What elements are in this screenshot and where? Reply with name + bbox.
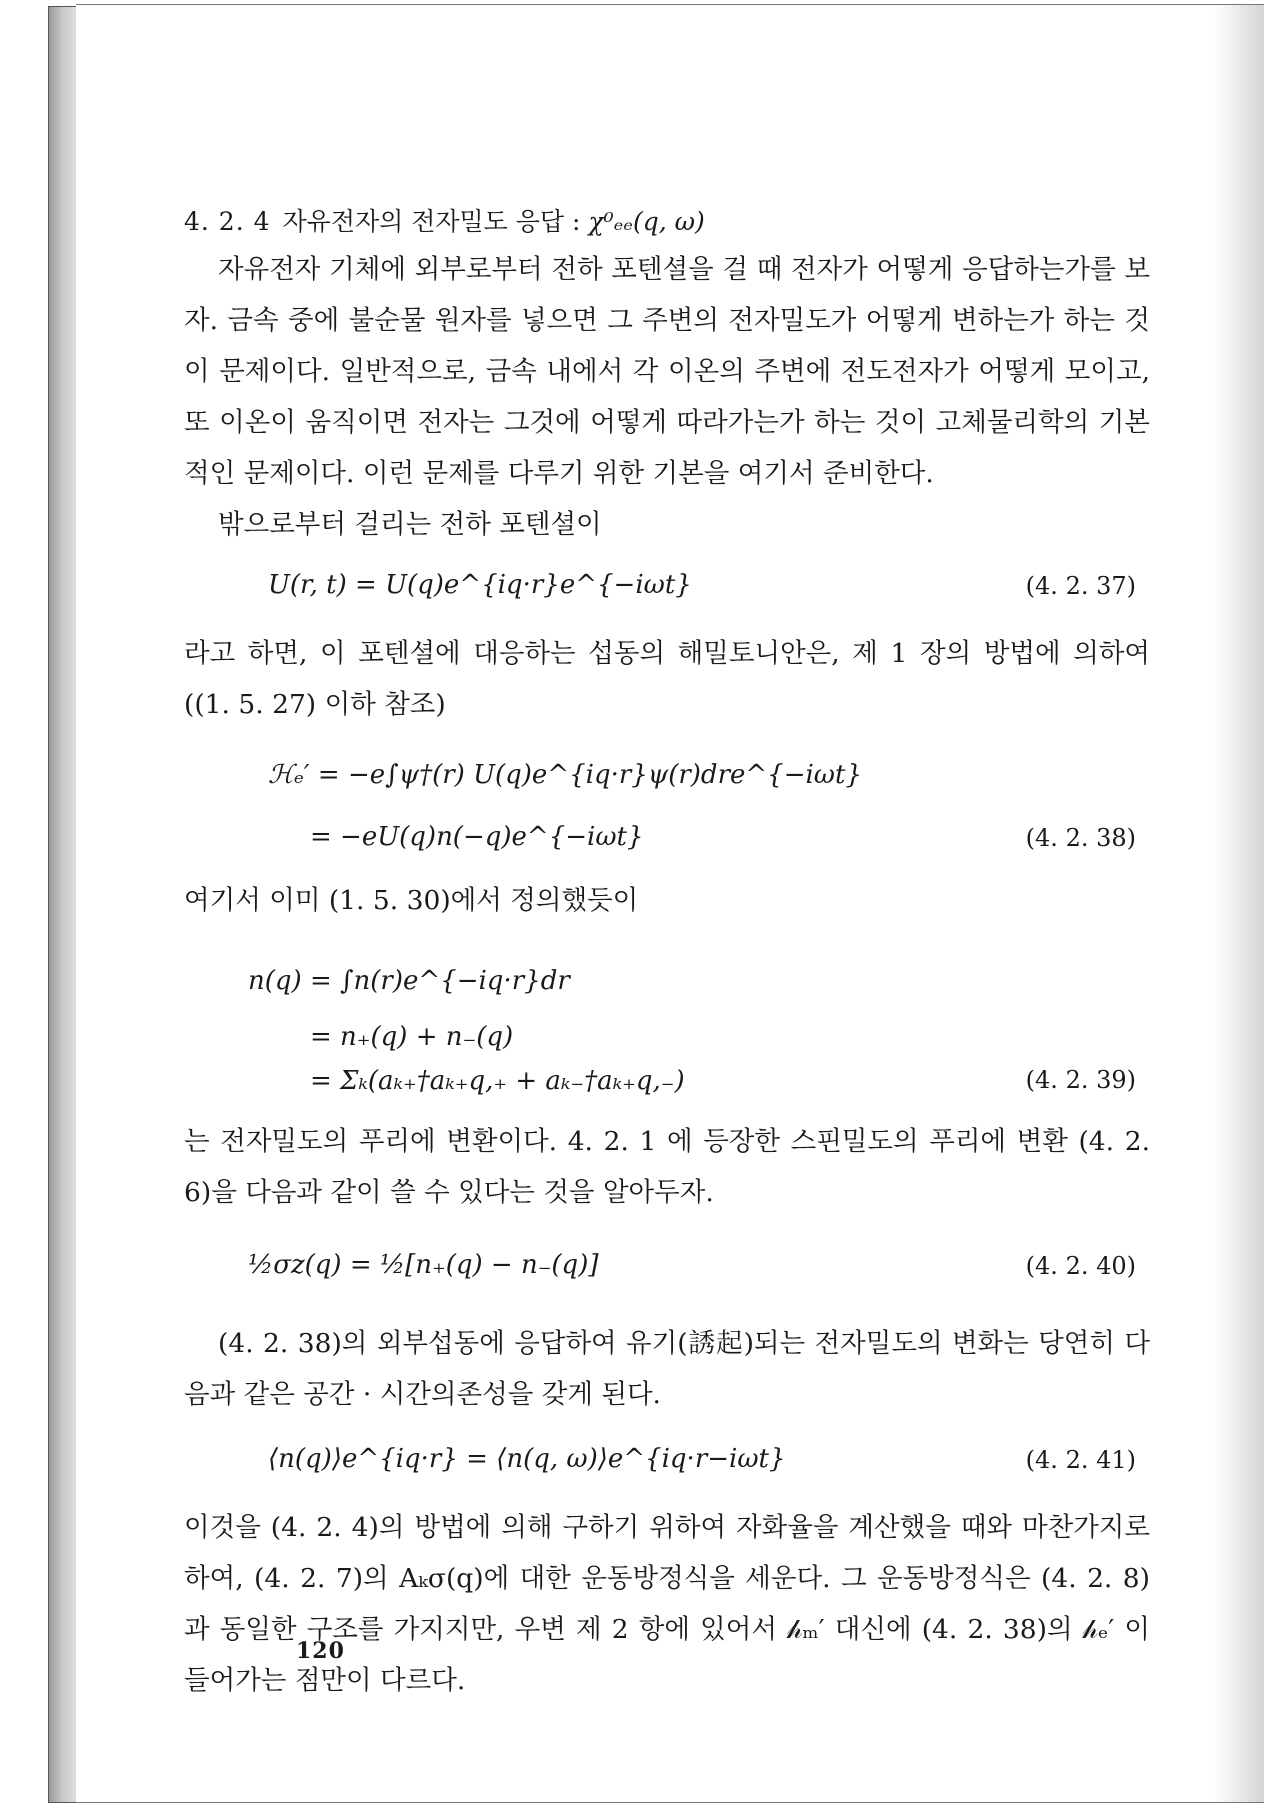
equation-line: ℋₑ′ = −e∫ψ†(r) U(q)e^{iq·r}ψ(r)dre^{−iωt} [268,760,863,790]
paragraph-5: 는 전자밀도의 푸리에 변환이다. 4. 2. 1 에 등장한 스핀밀도의 푸리에 변환 (4. 2. 6)을 다음과 같이 쓸 수 있다는 것을 알아두자. [184,1126,1150,1208]
equation-line: = n₊(q) + n₋(q) [310,1022,514,1052]
equation-4-2-39 [184,926,1150,1116]
paragraph-1: 자유전자 기체에 외부로부터 전하 포텐셜을 걸 때 전자가 어떻게 응답하는가를 보자. 금속 중에 불순물 원자를 넣으면 그 주변의 전자밀도가 어떻게 변하는가 하는 것이 문제이다. 일반적으로, 금속 내에서 각 이온의 주변에 전도전자가 어떻게 모이고, 또 이온이 움직이면 전자는 그것에 어떻게 따라가는가 하는 것이 고체물리학의 기본적인 문제이다. 이런 문제를 다루기 위한 기본을 여기서 준비한다. [184,254,1150,489]
paragraph-2: 밖으로부터 걸리는 전하 포텐셜이 [218,509,602,540]
equation-number: (4. 2. 38) [1025,824,1136,852]
equation-line: ⟨n(q)⟩e^{iq·r} = ⟨n(q, ω)⟩e^{iq·r−iωt} [268,1444,786,1474]
equation-number: (4. 2. 40) [1025,1252,1136,1280]
equation-line: = −eU(q)n(−q)e^{−iωt} [310,822,644,852]
equation-line: ½σz(q) = ½[n₊(q) − n₋(q)] [248,1250,599,1280]
paragraph-7: 이것을 (4. 2. 4)의 방법에 의해 구하기 위하여 자화율을 계산했을 때와 마찬가지로 하여, (4. 2. 7)의 Aₖσ(q)에 대한 운동방정식을 세운다. 그 운동방정식은 (4. 2. 8)과 동일한 구조를 가지지만, 우변 제 2 항에 있어서 𝒽ₘ′ 대신에 (4. 2. 38)의 𝒽ₑ′ 이 들어가는 점만이 다르다. [184,1512,1150,1696]
equation-line: U(r, t) = U(q)e^{iq·r}e^{−iωt} [268,570,692,600]
equation-4-2-37 [184,550,1150,628]
paragraph-6: (4. 2. 38)의 외부섭동에 응답하여 유기(誘起)되는 전자밀도의 변화는 당연히 다음과 같은 공간 · 시간의존성을 갖게 된다. [184,1328,1150,1410]
equation-number: (4. 2. 39) [1025,1066,1136,1094]
equation-number: (4. 2. 37) [1025,572,1136,600]
equation-number: (4. 2. 41) [1025,1446,1136,1474]
equation-line: = Σₖ(aₖ₊†aₖ₊q,₊ + aₖ₋†aₖ₊q,₋) [310,1066,685,1096]
equation-4-2-38 [184,730,1150,875]
equation-4-2-40 [184,1218,1150,1318]
equation-4-2-41 [184,1420,1150,1502]
page-number: 120 [296,1638,345,1664]
section-title: 자유전자의 전자밀도 응답 : [282,207,581,236]
page-shadow [1214,5,1264,1802]
paragraph-3: 라고 하면, 이 포텐셜에 대응하는 섭동의 해밀토니안은, 제 1 장의 방법에 의하여 ((1. 5. 27) 이하 참조) [184,638,1150,720]
paragraph-4: 여기서 이미 (1. 5. 30)에서 정의했듯이 [184,885,639,916]
section-number: 4. 2. 4 [184,207,271,236]
section-symbol: χ⁰ₑₑ(q, ω) [588,207,705,236]
equation-line: n(q) = ∫n(r)e^{−iq·r}dr [248,966,570,996]
section-heading [184,200,1150,244]
page-content [184,200,1150,1706]
